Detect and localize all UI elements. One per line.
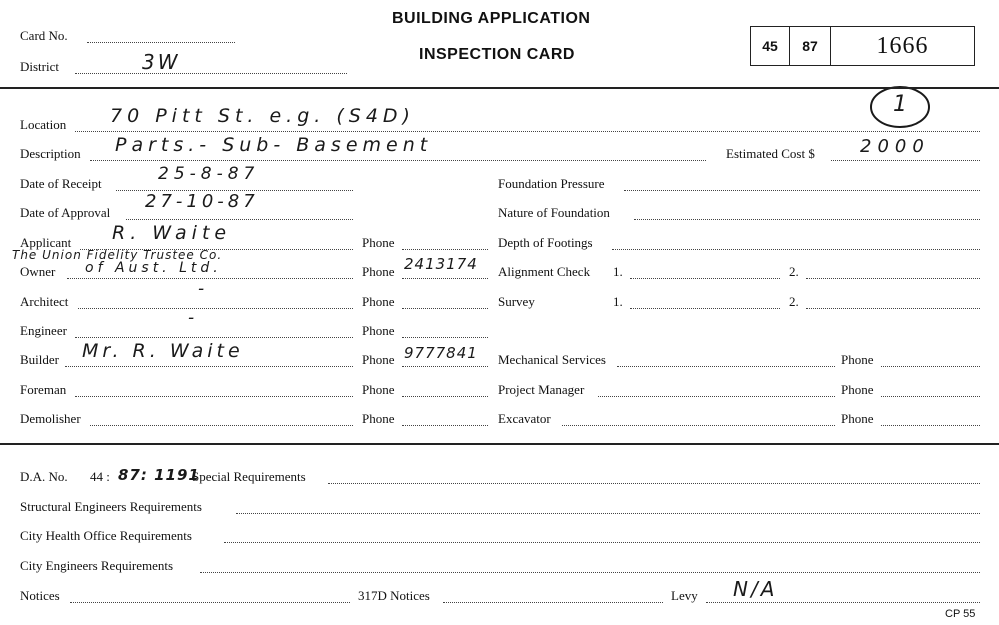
estimated-cost-field[interactable] [831,160,980,161]
depth-of-footings-field[interactable] [612,249,980,250]
demolisher-phone-field[interactable] [402,425,488,426]
date-of-receipt-label: Date of Receipt [20,176,102,191]
district-label: District [20,59,59,74]
circled-number-mark [868,84,932,130]
date-of-receipt-value: 25-8-87 [158,164,260,184]
nature-of-foundation-field[interactable] [634,219,980,220]
engineer-phone-field[interactable] [402,337,488,338]
mechanical-services-phone-label: Phone [841,352,874,367]
excavator-field[interactable] [562,425,835,426]
card-prefix-box-b [789,26,831,66]
owner-label: Owner [20,264,56,279]
foundation-pressure-field[interactable] [624,190,980,191]
foreman-phone-field[interactable] [402,396,488,397]
survey-item-1-label: 1. [613,294,623,309]
engineer-phone-label: Phone [362,323,395,338]
survey-item-2-label: 2. [789,294,799,309]
form-code: CP 55 [945,608,976,620]
project-manager-phone-field[interactable] [881,396,980,397]
alignment-check-item-2-label: 2. [789,264,799,279]
demolisher-phone-label: Phone [362,411,395,426]
excavator-phone-label: Phone [841,411,874,426]
da-no-label: D.A. No. [20,469,68,484]
owner-phone-field[interactable] [402,278,488,279]
da-no-prefix: 44 : [90,469,110,484]
demolisher-field[interactable] [90,425,353,426]
nature-of-foundation-label: Nature of Foundation [498,205,610,220]
survey-field-1[interactable] [630,308,780,309]
special-requirements-field[interactable] [328,483,980,484]
alignment-check-field-1[interactable] [630,278,780,279]
foundation-pressure-label: Foundation Pressure [498,176,605,191]
builder-phone-label: Phone [362,352,395,367]
card-number: 1666 [876,32,929,59]
builder-phone-field[interactable] [402,366,488,367]
excavator-label: Excavator [498,411,551,426]
description-value: Parts.- Sub- Basement [115,134,433,156]
date-of-approval-value: 27-10-87 [145,191,259,212]
location-value: 70 Pitt St. e.g. (S4D) [110,105,415,127]
owner-value-line1: The Union Fidelity Trustee Co. [12,248,223,262]
survey-field-2[interactable] [806,308,980,309]
builder-value: Mr. R. Waite [82,340,244,362]
applicant-label: Applicant [20,235,72,250]
architect-phone-field[interactable] [402,308,488,309]
card-prefix-b: 87 [802,38,818,54]
form-title-line2: INSPECTION CARD [419,46,575,63]
project-manager-phone-label: Phone [841,382,874,397]
owner-phone-label: Phone [362,264,395,279]
builder-phone-value: 9777841 [404,344,478,362]
city-health-field[interactable] [224,542,980,543]
foreman-phone-label: Phone [362,382,395,397]
applicant-value: R. Waite [112,222,232,244]
alignment-check-item-1-label: 1. [613,264,623,279]
engineer-value: - [188,308,198,328]
city-engineers-label: City Engineers Requirements [20,558,174,573]
levy-value: N/A [733,577,778,601]
card-no-label: Card No. [20,28,68,43]
location-label: Location [20,117,67,132]
demolisher-label: Demolisher [20,411,81,426]
special-requirements-label: Special Requirements [192,469,306,484]
card-number-box [830,26,975,66]
project-manager-field[interactable] [598,396,835,397]
date-of-approval-field[interactable] [126,219,353,220]
applicant-phone-field[interactable] [402,249,488,250]
card-prefix-a: 45 [762,38,778,54]
circled-number: 1 [893,92,907,117]
estimated-cost-label: Estimated Cost $ [726,146,815,161]
mechanical-services-label: Mechanical Services [498,352,606,367]
builder-label: Builder [20,352,59,367]
builder-field[interactable] [65,366,353,367]
foreman-label: Foreman [20,382,67,397]
district-value: 3W [142,50,181,74]
depth-of-footings-label: Depth of Footings [498,235,593,250]
structural-engineers-label: Structural Engineers Requirements [20,499,202,514]
applicant-phone-label: Phone [362,235,395,250]
levy-label: Levy [671,588,698,603]
alignment-check-field-2[interactable] [806,278,980,279]
description-label: Description [20,146,81,161]
location-field[interactable] [75,131,980,132]
project-manager-label: Project Manager [498,382,585,397]
date-of-approval-label: Date of Approval [20,205,111,220]
description-field[interactable] [90,160,706,161]
mechanical-services-phone-field[interactable] [881,366,980,367]
architect-value: - [198,279,208,299]
owner-phone-value: 2413174 [404,255,478,273]
notices-field[interactable] [70,602,350,603]
architect-phone-label: Phone [362,294,395,309]
header-divider [0,87,999,89]
architect-label: Architect [20,294,69,309]
card-no-field[interactable] [87,42,235,43]
structural-engineers-field[interactable] [236,513,980,514]
city-health-label: City Health Office Requirements [20,528,192,543]
levy-field[interactable] [706,602,980,603]
owner-field[interactable] [67,278,353,279]
317d-notices-field[interactable] [443,602,663,603]
survey-label: Survey [498,294,535,309]
excavator-phone-field[interactable] [881,425,980,426]
da-no-value: 87: 1191 [118,466,200,484]
foreman-field[interactable] [75,396,353,397]
notices-label: Notices [20,588,60,603]
alignment-check-label: Alignment Check [498,264,591,279]
form-title-line1: BUILDING APPLICATION [392,10,591,27]
estimated-cost-value: 2000 [860,136,930,157]
owner-value-line2: of Aust. Ltd. [85,260,222,276]
city-engineers-field[interactable] [200,572,980,573]
mechanical-services-field[interactable] [617,366,835,367]
317d-notices-label: 317D Notices [358,588,430,603]
architect-field[interactable] [78,308,353,309]
details-divider [0,443,999,445]
card-prefix-box-a [750,26,790,66]
engineer-field[interactable] [75,337,353,338]
engineer-label: Engineer [20,323,67,338]
district-field[interactable] [75,73,347,74]
